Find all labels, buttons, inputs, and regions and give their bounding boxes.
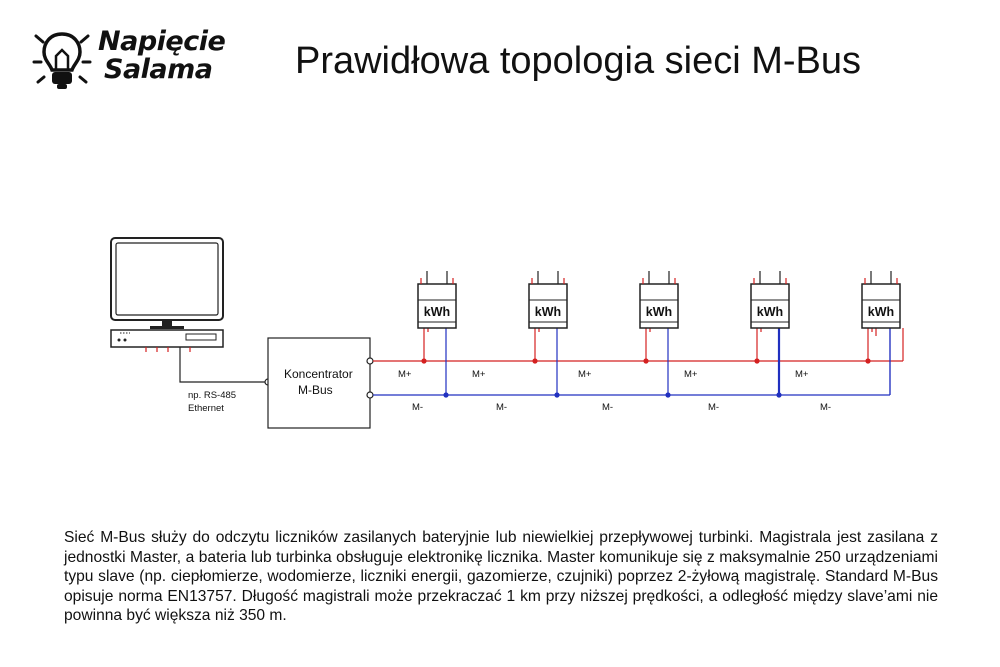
terminal-minus [367,392,373,398]
bus-plus-label: M+ [472,369,486,380]
meter-plus-junction [865,358,870,363]
meter-plus-junction [532,358,537,363]
link-label-2: Ethernet [188,403,224,414]
bus-lines [373,328,903,395]
bus-minus-label: M- [820,402,832,413]
bus-minus-label: M- [602,402,614,413]
meter-label: kWh [867,305,895,319]
meter-5 [795,271,900,413]
logo-line-1: Napięcie [98,26,226,57]
meter-label: kWh [423,305,451,319]
description-text: Sieć M-Bus służy do odczytu liczników zasilanych bateryjnie lub niewielkiej przepływowej turbinki. Magistrala jest zasilana z jednostki Master, a bateria lub turbinka obsługuje elektronikę licznika. Master komunikuje się z maksymalnie 250 urządzeniami typu slave (np. ciepłomierze, wodomierze, liczniki energii, gazomierze, czujniki) poprzez 2-żyłową magistralę. Standard M-Bus opisuje norma EN13757. Długość magistrali może przekraczać 1 km przy niższej prędkości, a odległość między slave’ami nie powinna być większa niż 350 m. [64,529,938,625]
data-link-line [180,347,268,382]
bus-minus-label: M- [412,402,424,413]
meter-minus-junction [443,392,448,397]
meter-plus-junction [643,358,648,363]
meter-plus-junction [421,358,426,363]
meter-4 [684,271,789,413]
bus-minus-label: M- [496,402,508,413]
bus-plus-label: M+ [578,369,592,380]
meter-1 [398,271,456,413]
bus-plus-label: M+ [795,369,809,380]
computer-unit [111,330,223,352]
terminal-plus [367,358,373,364]
bus-plus-label: M+ [398,369,412,380]
meter-label: kWh [756,305,784,319]
link-label-1: np. RS-485 [188,390,237,401]
meter-label: kWh [534,305,562,319]
meter-minus-junction [554,392,559,397]
meter-plus-junction [754,358,759,363]
meter-label: kWh [645,305,673,319]
bus-minus-label: M- [708,402,720,413]
page-title: Prawidłowa topologia sieci M-Bus [294,40,862,82]
computer-monitor [111,238,223,329]
meters [398,271,900,413]
meter-3 [578,271,678,413]
meter-minus-junction [665,392,670,397]
bus-plus-label: M+ [684,369,698,380]
concentrator-label-2: M-Bus [298,383,333,397]
meter-2 [472,271,567,413]
concentrator-label-1: Koncentrator [284,367,353,381]
logo-line-2: Salama [104,54,213,85]
meter-minus-junction [776,392,781,397]
